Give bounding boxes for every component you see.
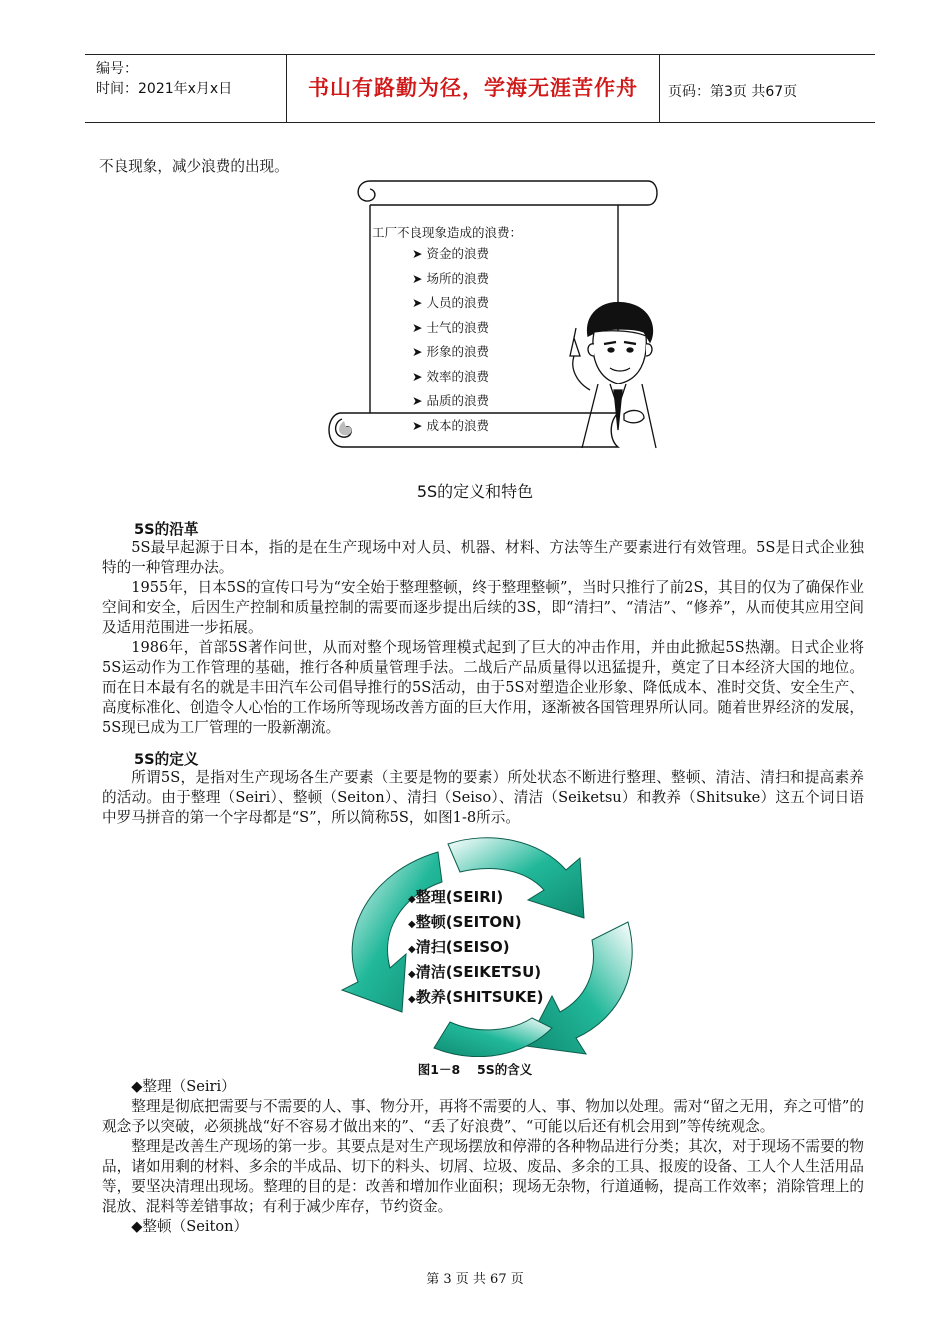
5s-item-seiton: ◆整顿(SEITON) — [408, 913, 522, 931]
diamond-bullet-icon: ◆ — [408, 944, 416, 955]
arrow-bullet-icon: ➤ — [412, 246, 427, 261]
scroll-list — [412, 244, 489, 440]
history-paragraph-2: 1955年，日本5S的宣传口号为“安全始于整理整顿，终于整理整顿”，当时只推行了前2S，其目的仅为了确保作业空间和安全，后因生产控制和质量控制的需要而逐步提出后续的3S，即“清扫”、“清洁”、“修养”，从而使其应用空间及适用范围进一步拓展。 — [102, 579, 864, 636]
5s-item-seiri: ◆整理(SEIRI) — [408, 888, 504, 906]
header-number-label: 编号： — [96, 61, 138, 77]
arrow-bullet-icon: ➤ — [412, 344, 427, 359]
scroll-item: ➤ 效率的浪费 — [412, 368, 489, 384]
5s-item-seiso: ◆清扫(SEISO) — [408, 938, 510, 956]
diamond-bullet-icon: ◆ — [408, 894, 416, 905]
seiri-section — [102, 1077, 864, 1237]
diamond-bullet-icon: ◆ — [408, 919, 416, 930]
header-divider-right — [659, 54, 660, 122]
page-footer: 第 3 页 共 67 页 — [426, 1272, 524, 1287]
scroll-item: ➤ 成本的浪费 — [412, 417, 489, 433]
scroll-title: 工厂不良现象造成的浪费： — [372, 225, 523, 240]
seiton-heading: ◆整顿（Seiton） — [131, 1218, 249, 1235]
history-body — [102, 538, 864, 738]
scroll-item: ➤ 资金的浪费 — [412, 246, 489, 261]
section-title: 5S的定义和特色 — [416, 482, 534, 501]
definition-body — [102, 768, 864, 828]
5s-item-seiketsu: ◆清洁(SEIKETSU) — [408, 963, 542, 981]
history-paragraph-3: 1986年，首部5S著作问世，从而对整个现场管理模式起到了巨大的冲击作用，并由此掀起5S热潮。日式企业将5S运动作为工作管理的基础，推行各种质量管理手法。二战后产品质量得以迅猛提升，奠定了日本经济大国的地位。而在日本最有名的就是丰田汽车公司倡导推行的5S活动，由于5S对塑造企业形象、降低成本、准时交货、安全生产、高度标准化、创造令人心怡的工作场所等现场改善方面的巨大作用，逐渐被各国管理界所认同。随着世界经济的发展，5S现已成为工厂管理的一股新潮流。 — [102, 639, 864, 736]
scroll-item: ➤ 人员的浪费 — [412, 295, 489, 310]
5s-item-list — [408, 886, 543, 1011]
seiri-paragraph-1: 整理是彻底把需要与不需要的人、事、物分开，再将不需要的人、事、物加以处理。需对“留之无用，弃之可惜”的观念予以突破，必须挑战“好不容易才做出来的”、“丢了好浪费”、“可能以后还有机会用到”等传统观念。 — [102, 1098, 864, 1135]
history-paragraph-1: 5S最早起源于日本，指的是在生产现场中对人员、机器、材料、方法等生产要素进行有效管理。5S是日式企业独特的一种管理办法。 — [102, 539, 864, 576]
arrow-bullet-icon: ➤ — [412, 417, 427, 433]
cycle-arrow-bottom — [434, 1018, 552, 1057]
header-top-rule — [85, 54, 875, 55]
scroll-item: ➤ 士气的浪费 — [412, 319, 489, 335]
definition-heading: 5S的定义 — [134, 751, 199, 768]
arrow-bullet-icon: ➤ — [412, 368, 427, 384]
header-time-label: 时间：2021年x月x日 — [96, 81, 233, 97]
5s-item-shitsuke: ◆教养(SHITSUKE) — [408, 988, 544, 1006]
diamond-bullet-icon: ◆ — [408, 969, 416, 980]
scroll-item: ➤ 场所的浪费 — [412, 270, 489, 286]
diamond-bullet-icon: ◆ — [408, 994, 416, 1005]
intro-line: 不良现象，减少浪费的出现。 — [99, 158, 289, 175]
diagram-caption: 图1－8 5S的含义 — [417, 1062, 533, 1077]
history-heading: 5S的沿革 — [134, 521, 199, 538]
arrow-bullet-icon: ➤ — [412, 295, 427, 310]
seiri-heading: ◆整理（Seiri） — [131, 1078, 236, 1095]
arrow-bullet-icon: ➤ — [412, 270, 427, 286]
arrow-bullet-icon: ➤ — [412, 319, 427, 335]
cartoon-presenter-icon — [560, 298, 672, 450]
header-page-label: 页码：第3页 共67页 — [668, 84, 798, 100]
scroll-item: ➤ 形象的浪费 — [412, 344, 489, 359]
definition-paragraph-1: 所谓5S，是指对生产现场各生产要素（主要是物的要素）所处状态不断进行整理、整顿、清洁、清扫和提高素养的活动。由于整理（Seiri）、整顿（Seiton）、清扫（Seiso）、清洁（Seiketsu）和教养（Shitsuke）这五个词日语中罗马拼音的第一个字母都是“S”，所以简称5S，如图1-8所示。 — [102, 769, 864, 826]
seiri-paragraph-2: 整理是改善生产现场的第一步。其要点是对生产现场摆放和停滞的各种物品进行分类；其次，对于现场不需要的物品，诸如用剩的材料、多余的半成品、切下的料头、切屑、垃圾、废品、多余的工具、报废的设备、工人个人生活用品等，要坚决清理出现场。整理的目的是：改善和增加作业面积；现场无杂物，行道通畅，提高工作效率；消除管理上的混放、混料等差错事故；有利于减少库存，节约资金。 — [102, 1138, 864, 1215]
arrow-bullet-icon: ➤ — [412, 393, 427, 408]
header-motto: 书山有路勤为径，学海无涯苦作舟 — [308, 76, 638, 100]
header-bottom-rule — [85, 122, 875, 123]
scroll-item: ➤ 品质的浪费 — [412, 393, 489, 408]
